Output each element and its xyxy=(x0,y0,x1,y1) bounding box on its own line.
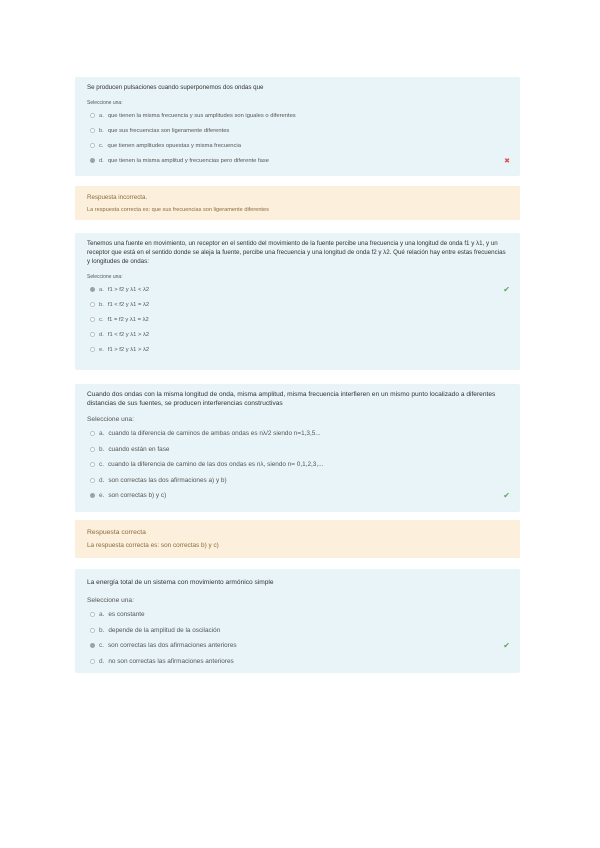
radio-button[interactable] xyxy=(90,462,95,467)
radio-button[interactable] xyxy=(90,317,95,322)
radio-button[interactable] xyxy=(90,128,95,133)
option-c[interactable]: c. f1 = f2 y λ1 = λ2 xyxy=(87,312,510,327)
radio-button-selected[interactable] xyxy=(90,287,95,292)
radio-button[interactable] xyxy=(90,612,95,617)
question-card-2 xyxy=(75,233,520,370)
radio-button[interactable] xyxy=(90,447,95,452)
radio-button[interactable] xyxy=(90,431,95,436)
option-b[interactable]: b. que sus frecuencias son ligeramente diferentes xyxy=(87,123,510,138)
radio-button-selected[interactable] xyxy=(90,643,95,648)
option-a[interactable]: a. es constante xyxy=(87,607,510,623)
feedback-box-1 xyxy=(75,186,520,220)
option-d[interactable]: d. son correctas las dos afirmaciones a) y b) xyxy=(87,473,510,489)
option-b[interactable]: b. depende de la amplitud de la oscilación xyxy=(87,623,510,639)
correct-icon: ✔ xyxy=(503,641,510,651)
radio-button-selected[interactable] xyxy=(90,493,95,498)
option-e[interactable]: e. f1 > f2 y λ1 > λ2 xyxy=(87,342,510,357)
option-b[interactable]: b. f1 < f2 y λ1 = λ2 xyxy=(87,297,510,312)
radio-button[interactable] xyxy=(90,302,95,307)
radio-button[interactable] xyxy=(90,659,95,664)
select-prompt: Seleccione una: xyxy=(87,416,134,423)
question-text: Tenemos una fuente en movimiento, un receptor en el sentido del movimiento de la fuente percibe una frecuencia y una longitud de onda f1 y λ1, y un receptor que está en el sentido donde se aleja la fuente, percibe una frecuencia y una longitud de onda f2 y λ2. Qué relación hay entre estas frecuencias y longitudes de ondas: xyxy=(87,240,506,265)
question-card-1 xyxy=(75,77,520,176)
option-e[interactable]: e. son correctas b) y c) ✔ xyxy=(87,488,510,504)
feedback-title: Respuesta correcta xyxy=(87,529,146,536)
select-prompt: Seleccione una: xyxy=(87,274,123,280)
radio-button-selected[interactable] xyxy=(90,158,95,163)
question-card-4 xyxy=(75,569,520,673)
radio-button[interactable] xyxy=(90,332,95,337)
radio-button[interactable] xyxy=(90,143,95,148)
option-c[interactable]: c. cuando la diferencia de camino de las dos ondas es nλ, siendo n= 0,1,2,3,... xyxy=(87,457,510,473)
feedback-box-3 xyxy=(75,520,520,558)
option-a[interactable]: a. cuando la diferencia de caminos de ambas ondas es nλ/2 siendo n=1,3,5... xyxy=(87,426,510,442)
incorrect-icon: ✖ xyxy=(504,157,510,165)
feedback-text: La respuesta correcta es: son correctas b) y c) xyxy=(87,542,219,549)
feedback-text: La respuesta correcta es: que sus frecuencias son ligeramente diferentes xyxy=(87,207,269,213)
option-b[interactable]: b. cuando están en fase xyxy=(87,442,510,458)
radio-button[interactable] xyxy=(90,478,95,483)
question-text: Se producen pulsaciones cuando superponemos dos ondas que xyxy=(87,84,264,91)
feedback-title: Respuesta incorrecta. xyxy=(87,194,148,201)
option-d[interactable]: d. que tienen la misma amplitud y frecuencias pero diferente fase ✖ xyxy=(87,153,510,168)
question-text: La energía total de un sistema con movimiento armónico simple xyxy=(87,579,274,586)
question-text: Cuando dos ondas con la misma longitud de onda, misma amplitud, misma frecuencia interfieren en un mismo punto localizado a diferentes distancias de sus fuentes, se producen interferencias constructivas xyxy=(87,391,496,407)
option-a[interactable]: a. f1 > f2 y λ1 < λ2 ✔ xyxy=(87,282,510,297)
correct-icon: ✔ xyxy=(503,491,510,501)
question-card-3 xyxy=(75,384,520,512)
radio-button[interactable] xyxy=(90,628,95,633)
radio-button[interactable] xyxy=(90,113,95,118)
option-c[interactable]: c. son correctas las dos afirmaciones anteriores ✔ xyxy=(87,638,510,654)
select-prompt: Seleccione una: xyxy=(87,597,134,604)
option-d[interactable]: d. no son correctas las afirmaciones anteriores xyxy=(87,654,510,670)
option-d[interactable]: d. f1 < f2 y λ1 > λ2 xyxy=(87,327,510,342)
select-prompt: Seleccione una: xyxy=(87,100,123,106)
option-c[interactable]: c. que tienen amplitudes opuestas y misma frecuencia xyxy=(87,138,510,153)
option-a[interactable]: a. que tienen la misma frecuencia y sus amplitudes son iguales o diferentes xyxy=(87,108,510,123)
radio-button[interactable] xyxy=(90,347,95,352)
correct-icon: ✔ xyxy=(503,285,510,294)
